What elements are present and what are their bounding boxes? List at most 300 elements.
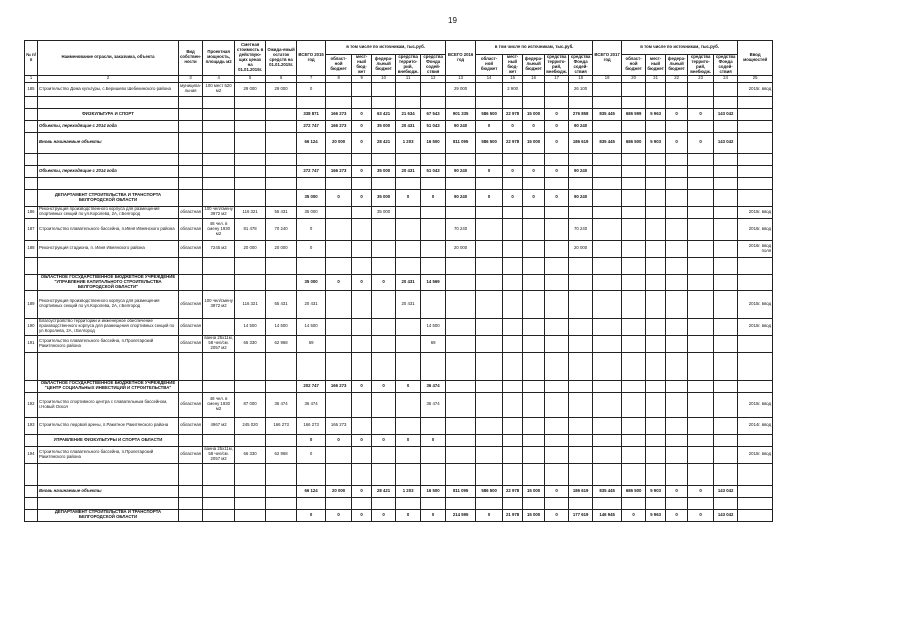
table-cell: 166 273 — [326, 165, 352, 177]
table-cell — [523, 240, 545, 257]
table-cell — [523, 177, 545, 189]
table-cell — [372, 153, 396, 165]
table-cell: Реконструкция производственного корпуса для размещения спортивных секций по ул.Королева, 2А, г.Белгород — [38, 206, 179, 218]
table-cell: 20 431 — [396, 290, 421, 318]
table-cell: УПРАВЛЕНИЕ ФИЗКУЛЬТУРЫ И СПОРТА ОБЛАСТИ — [38, 434, 179, 446]
table-cell: областная — [179, 290, 203, 318]
table-cell — [593, 120, 622, 132]
header-subcell: средства террито-рий, внебюдж. — [396, 55, 421, 76]
table-cell — [666, 240, 688, 257]
table-cell — [421, 463, 446, 485]
table-cell — [352, 446, 372, 463]
table-cell: 51 043 — [421, 165, 446, 177]
column-number: 4 — [203, 75, 235, 82]
table-cell: 0 — [352, 274, 372, 290]
header-cell: Наименование отрасли, заказчика, объекта — [38, 41, 179, 76]
table-cell — [266, 165, 297, 177]
header-subcell: мест-ный бюд-жет — [503, 55, 523, 76]
table-cell — [714, 497, 738, 509]
table-cell — [503, 392, 523, 417]
table-cell: 67 543 — [421, 108, 446, 120]
table-cell — [666, 165, 688, 177]
table-cell: 143 042 — [714, 509, 738, 521]
table-cell — [714, 318, 738, 335]
table-cell — [372, 392, 396, 417]
table-cell — [503, 352, 523, 380]
header-subcell: средства террито-рий, внебюдж. — [688, 55, 714, 76]
table-cell — [235, 153, 266, 165]
table-cell: 0 — [545, 165, 569, 177]
table-cell: 1 203 — [396, 132, 421, 153]
table-cell: 0 — [396, 189, 421, 206]
table-cell — [569, 257, 593, 274]
table-cell — [179, 380, 203, 392]
table-cell — [25, 274, 38, 290]
header-cell: № п/п — [25, 41, 38, 76]
table-cell — [714, 446, 738, 463]
table-cell — [523, 96, 545, 108]
table-cell — [372, 335, 396, 352]
table-cell: Реконструкция производственного корпуса для размещения спортивных секций по ул.Королева, 2А, г.Белгород — [38, 290, 179, 318]
table-cell — [503, 96, 523, 108]
table-cell: 586 500 — [476, 485, 503, 497]
table-cell — [38, 153, 179, 165]
table-row — [25, 290, 773, 318]
table-cell — [593, 240, 622, 257]
table-cell — [714, 218, 738, 240]
table-cell — [476, 290, 503, 318]
table-cell — [569, 206, 593, 218]
table-cell — [203, 485, 235, 497]
table-cell — [326, 257, 352, 274]
table-cell — [523, 497, 545, 509]
table-cell — [688, 177, 714, 189]
table-cell — [622, 257, 646, 274]
table-cell: 36 474 — [421, 392, 446, 417]
table-cell: 0 — [421, 509, 446, 521]
table-cell — [593, 189, 622, 206]
header-subcell: средства Фонда содей-ствия — [569, 55, 593, 76]
table-cell — [476, 392, 503, 417]
table-cell — [446, 335, 476, 352]
table-cell: 81 478 — [235, 218, 266, 240]
table-cell: 0 — [476, 509, 503, 521]
table-cell: 100 чел/смену 3972 м2 — [204, 206, 233, 217]
table-cell — [421, 417, 446, 434]
table-cell — [352, 352, 372, 380]
column-number-row — [25, 75, 773, 82]
table-cell — [372, 352, 396, 380]
table-cell — [25, 497, 38, 509]
table-cell: 166 273 — [326, 108, 352, 120]
header-cell: в том числе по источникам, тыс.руб. — [326, 41, 446, 55]
table-cell — [688, 497, 714, 509]
table-cell — [446, 380, 476, 392]
table-cell — [688, 257, 714, 274]
table-cell — [714, 290, 738, 318]
table-cell — [266, 497, 297, 509]
table-cell — [38, 497, 179, 509]
table-cell — [179, 497, 203, 509]
table-cell: 14 500 — [266, 318, 297, 335]
table-cell — [179, 274, 203, 290]
table-cell: 100 чел/смену 3972 м2 — [203, 290, 235, 318]
table-cell — [738, 132, 773, 153]
table-cell — [266, 352, 297, 380]
table-cell — [569, 352, 593, 380]
table-cell: 55 431 — [266, 290, 297, 318]
table-cell — [545, 96, 569, 108]
table-cell — [421, 290, 446, 318]
table-cell: 0 — [688, 108, 714, 120]
table-cell — [179, 108, 203, 120]
table-cell — [25, 463, 38, 485]
header-cell: в том числе по источникам, тыс.руб. — [622, 41, 738, 55]
table-cell — [714, 189, 738, 206]
column-number: 24 — [714, 75, 738, 82]
table-cell: 811 095 — [446, 485, 476, 497]
table-cell: 0 — [545, 485, 569, 497]
table-cell — [446, 153, 476, 165]
table-cell: 2 900 — [503, 82, 523, 96]
table-cell — [646, 318, 666, 335]
table-row — [25, 82, 773, 96]
column-number: 2 — [38, 75, 179, 82]
table-cell — [523, 417, 545, 434]
table-cell — [569, 335, 593, 352]
table-cell: 29 000 — [446, 82, 476, 96]
table-cell: 100 мест 620 м2 — [203, 82, 235, 96]
table-row — [25, 177, 773, 189]
table-cell — [235, 257, 266, 274]
table-row — [25, 153, 773, 165]
table-cell: 686 500 — [622, 485, 646, 497]
table-cell: 16 500 — [421, 132, 446, 153]
table-cell — [179, 352, 203, 380]
table-cell — [266, 108, 297, 120]
table-cell — [297, 257, 326, 274]
table-cell — [396, 218, 421, 240]
table-cell — [666, 189, 688, 206]
table-cell — [714, 206, 738, 218]
table-cell — [326, 82, 352, 96]
table-cell — [666, 96, 688, 108]
table-cell — [738, 380, 773, 392]
table-cell: 7245 м2 — [203, 240, 235, 257]
table-cell — [569, 177, 593, 189]
table-cell — [421, 96, 446, 108]
table-cell — [666, 290, 688, 318]
table-cell — [503, 335, 523, 352]
table-cell: 116 321 — [235, 206, 266, 218]
header-row-top — [25, 41, 773, 55]
table-cell: 586 500 — [476, 108, 503, 120]
table-cell — [622, 274, 646, 290]
table-cell: 0 — [688, 132, 714, 153]
table-cell: Объекты, переходящие с 2014 года — [38, 165, 179, 177]
column-number: 20 — [622, 75, 646, 82]
table-cell — [421, 153, 446, 165]
table-cell: 0 — [421, 434, 446, 446]
table-cell — [266, 274, 297, 290]
table-cell — [545, 417, 569, 434]
table-cell — [179, 153, 203, 165]
table-cell — [593, 257, 622, 274]
table-cell — [593, 177, 622, 189]
table-cell — [622, 240, 646, 257]
table-cell — [25, 189, 38, 206]
table-cell — [593, 352, 622, 380]
table-cell: 0 — [297, 446, 326, 463]
table-cell — [235, 463, 266, 485]
budget-table — [24, 40, 773, 522]
table-cell: 192 — [25, 392, 38, 417]
table-cell: 191 — [25, 335, 38, 352]
table-cell — [446, 177, 476, 189]
table-cell: 5 903 — [646, 485, 666, 497]
header-cell: ВСЕГО 2017 год — [593, 41, 622, 76]
table-cell — [25, 257, 38, 274]
table-cell — [688, 392, 714, 417]
table-cell — [446, 206, 476, 218]
column-number: 25 — [738, 75, 773, 82]
table-cell — [714, 417, 738, 434]
table-cell: 811 095 — [446, 132, 476, 153]
column-number: 8 — [326, 75, 352, 82]
table-cell: 272 747 — [297, 120, 326, 132]
column-number: 14 — [476, 75, 503, 82]
table-cell: Строительство плавательного бассейна, п.Пролетарский Ракитянского района — [38, 446, 179, 463]
table-cell: 190 — [25, 318, 38, 335]
table-cell — [666, 335, 688, 352]
table-cell — [714, 434, 738, 446]
table-cell — [446, 96, 476, 108]
table-cell — [203, 108, 235, 120]
header-subcell: федера-льный бюджет — [372, 55, 396, 76]
table-cell — [688, 463, 714, 485]
table-cell — [666, 352, 688, 380]
table-cell — [421, 352, 446, 380]
table-row — [25, 509, 773, 521]
table-cell — [646, 463, 666, 485]
table-cell — [179, 177, 203, 189]
table-cell — [593, 392, 622, 417]
table-cell — [523, 257, 545, 274]
table-cell — [352, 318, 372, 335]
table-cell — [235, 485, 266, 497]
table-cell: 186 — [25, 206, 38, 218]
table-cell — [297, 96, 326, 108]
table-cell — [714, 380, 738, 392]
table-cell: 0 — [421, 189, 446, 206]
table-cell — [545, 392, 569, 417]
table-cell: Объекты, переходящие с 2014 года — [38, 120, 179, 132]
table-cell: 835 445 — [593, 108, 622, 120]
column-number: 1 — [25, 75, 38, 82]
table-cell: 36 474 — [421, 380, 446, 392]
table-cell: 62 968 — [266, 335, 297, 352]
table-cell — [503, 153, 523, 165]
header-subcell: средства террито-рий, внебюдж. — [546, 54, 568, 74]
table-cell: 66 330 — [235, 446, 266, 463]
table-cell: областная — [179, 417, 203, 434]
table-cell: 22 978 — [503, 485, 523, 497]
table-cell — [179, 96, 203, 108]
table-cell — [666, 318, 688, 335]
table-cell: Вновь начинаемые объекты — [38, 485, 179, 497]
table-cell: 0 — [352, 509, 372, 521]
table-cell — [503, 240, 523, 257]
table-cell: ДЕПАРТАМЕНТ СТРОИТЕЛЬСТВА И ТРАНСПОРТА БЕЛГОРОДСКОЙ ОБЛАСТИ — [38, 189, 179, 206]
table-cell — [326, 153, 352, 165]
table-cell: 0 — [476, 165, 503, 177]
header-subcell: средства Фонда содей-ствия — [714, 55, 738, 76]
table-cell: 14 569 — [421, 274, 446, 290]
table-cell — [666, 206, 688, 218]
table-cell: 0 — [666, 485, 688, 497]
column-number: 5 — [235, 75, 266, 82]
table-cell — [545, 290, 569, 318]
table-cell: 0 — [326, 509, 352, 521]
table-cell — [297, 177, 326, 189]
table-cell: 166 273 — [297, 417, 326, 434]
table-cell — [593, 274, 622, 290]
table-cell — [372, 240, 396, 257]
table-cell — [352, 218, 372, 240]
table-cell — [523, 352, 545, 380]
table-cell — [545, 335, 569, 352]
table-cell — [38, 352, 179, 380]
table-cell — [476, 380, 503, 392]
table-cell — [646, 240, 666, 257]
table-cell — [545, 177, 569, 189]
table-cell — [503, 257, 523, 274]
table-cell: 87 000 — [235, 392, 266, 417]
table-cell — [714, 165, 738, 177]
table-cell — [179, 257, 203, 274]
table-cell: 686 500 — [622, 132, 646, 153]
table-cell: 20 000 — [266, 240, 297, 257]
table-cell: 272 747 — [297, 165, 326, 177]
table-cell: Строительство Дома культуры, с.Беришево Шебекинского района — [38, 82, 179, 96]
table-cell — [352, 290, 372, 318]
table-cell: 0 — [326, 434, 352, 446]
table-cell — [545, 434, 569, 446]
table-cell: 0 — [545, 108, 569, 120]
table-cell: 0 — [523, 165, 545, 177]
table-cell — [396, 82, 421, 96]
table-cell — [476, 257, 503, 274]
table-cell — [545, 352, 569, 380]
table-cell — [666, 446, 688, 463]
table-cell: 35 000 — [372, 206, 396, 218]
table-cell — [266, 153, 297, 165]
table-cell — [666, 380, 688, 392]
table-cell — [179, 434, 203, 446]
table-cell: ванна 25х11м, 58 чел/см. 2057 м2 — [203, 446, 235, 463]
table-cell — [688, 417, 714, 434]
table-cell — [372, 417, 396, 434]
table-cell — [688, 240, 714, 257]
column-number: 17 — [545, 75, 569, 82]
table-cell: 143 042 — [714, 132, 738, 153]
table-cell — [352, 82, 372, 96]
table-cell — [476, 434, 503, 446]
table-cell — [179, 485, 203, 497]
table-cell — [396, 206, 421, 218]
table-cell — [593, 96, 622, 108]
table-row — [25, 417, 773, 434]
table-cell: 166 273 — [326, 380, 352, 392]
table-cell — [545, 446, 569, 463]
table-cell: 20 431 — [396, 165, 421, 177]
header-subcell: средства Фонда содей-ствия — [421, 55, 446, 76]
table-cell — [688, 218, 714, 240]
table-cell — [714, 240, 738, 257]
table-cell: муниципа-льная — [179, 82, 203, 96]
table-cell: 0 — [326, 189, 352, 206]
table-cell: 21 978 — [503, 509, 523, 521]
table-cell: 2015г. ввод — [738, 318, 773, 335]
table-cell: 186 619 — [569, 485, 593, 497]
table-cell — [266, 132, 297, 153]
table-cell — [593, 335, 622, 352]
table-cell — [714, 352, 738, 380]
table-row — [25, 318, 773, 335]
table-cell: 55 431 — [266, 206, 297, 218]
table-cell — [203, 497, 235, 509]
table-cell — [421, 177, 446, 189]
table-cell — [203, 509, 235, 521]
table-cell: 90 240 — [446, 189, 476, 206]
table-cell — [545, 318, 569, 335]
table-cell — [688, 189, 714, 206]
table-cell — [666, 274, 688, 290]
header-cell: ВСЕГО 2016 год — [446, 41, 476, 76]
table-cell: 22 978 — [503, 132, 523, 153]
table-cell — [38, 463, 179, 485]
table-cell: 0 — [396, 509, 421, 521]
table-cell: 20 431 — [396, 274, 421, 290]
table-cell — [569, 96, 593, 108]
table-cell — [476, 218, 503, 240]
table-cell — [266, 485, 297, 497]
table-cell — [396, 335, 421, 352]
table-cell — [372, 497, 396, 509]
table-cell: 36 474 — [297, 392, 326, 417]
table-cell — [476, 240, 503, 257]
table-cell — [688, 96, 714, 108]
table-cell — [646, 417, 666, 434]
table-cell: 0 — [297, 509, 326, 521]
table-cell: 0 — [545, 132, 569, 153]
table-cell — [688, 206, 714, 218]
table-cell — [622, 497, 646, 509]
column-number: 23 — [688, 75, 714, 82]
table-cell — [622, 82, 646, 96]
table-cell — [235, 497, 266, 509]
column-number: 3 — [179, 75, 203, 82]
table-cell — [352, 240, 372, 257]
table-cell: 2016г. ввод — [738, 218, 773, 240]
table-cell — [446, 290, 476, 318]
table-cell — [523, 380, 545, 392]
table-cell — [421, 218, 446, 240]
table-cell — [326, 463, 352, 485]
table-cell — [646, 290, 666, 318]
table-cell — [352, 257, 372, 274]
table-cell — [503, 497, 523, 509]
